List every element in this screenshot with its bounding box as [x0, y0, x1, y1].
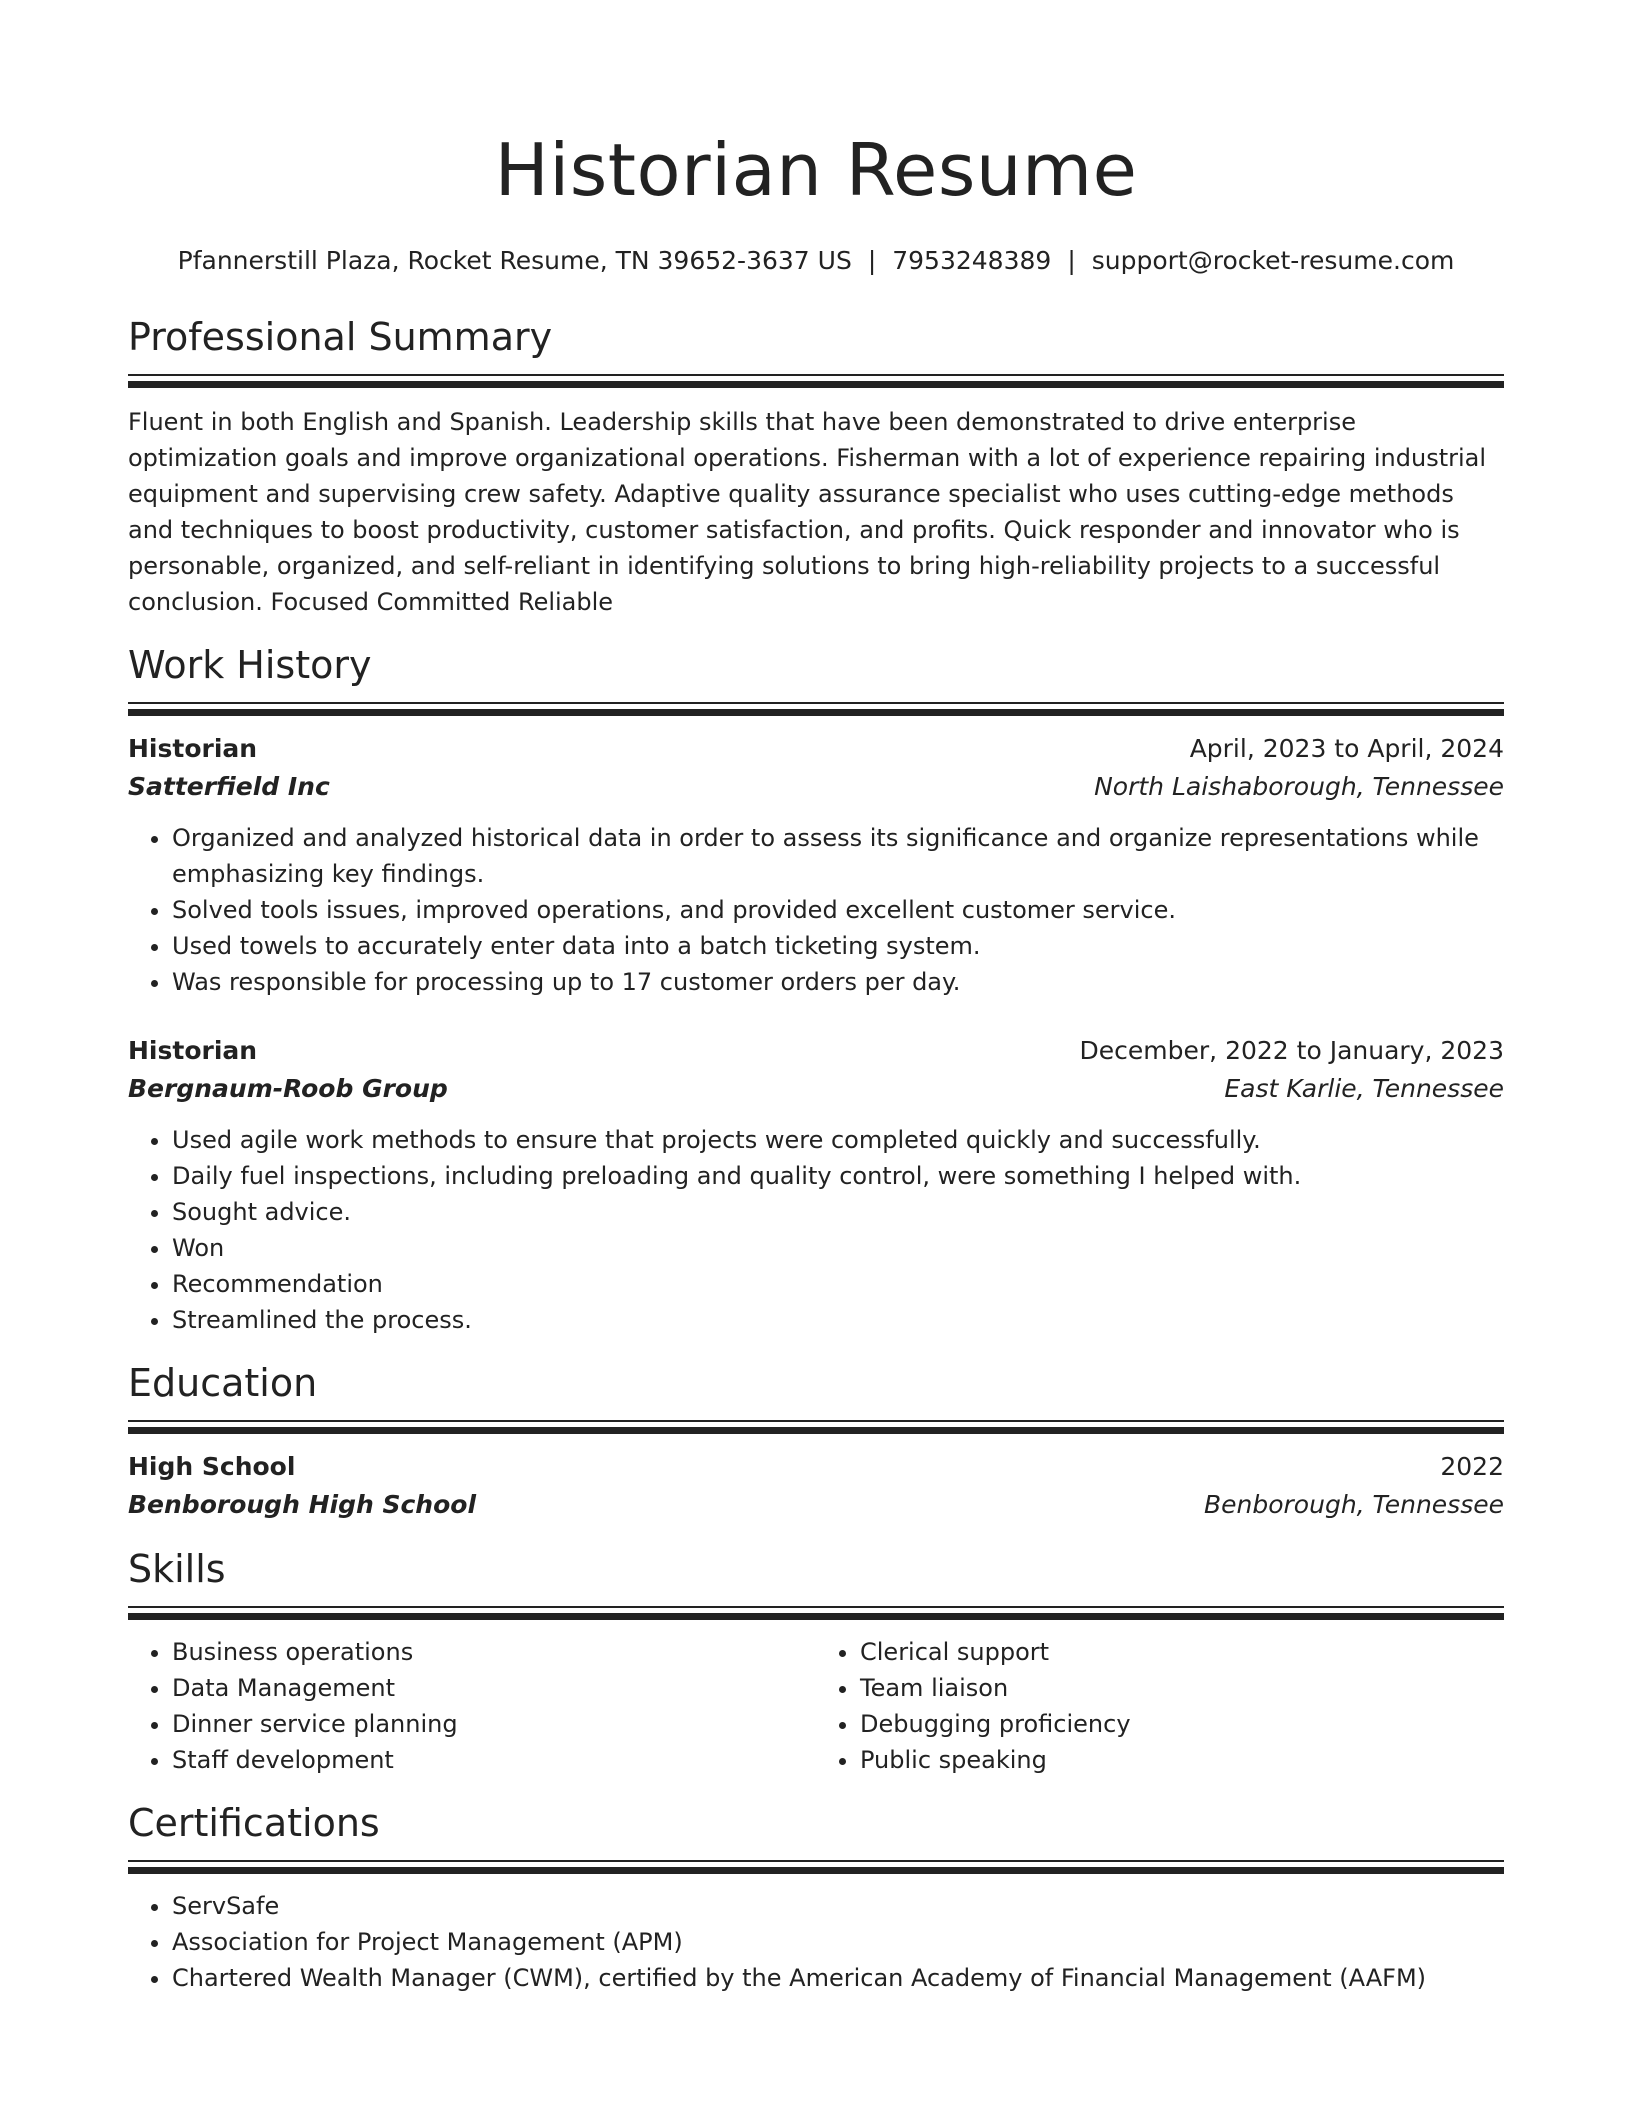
- list-item: • Staff development: [172, 1742, 816, 1778]
- contact-phone: 7953248389: [892, 246, 1052, 275]
- certifications-section: [128, 1800, 1504, 1996]
- section-divider-thick: [128, 1427, 1504, 1434]
- education-school: Benborough High School: [128, 1490, 477, 1519]
- list-item: • Chartered Wealth Manager (CWM), certified by the American Academy of Financial Management (AAFM): [172, 1960, 1504, 1996]
- education-subheader: [128, 1486, 1504, 1524]
- list-item: • Sought advice.: [172, 1194, 1504, 1230]
- summary-text: Fluent in both English and Spanish. Leadership skills that have been demonstrated to drive enterprise optimization goals and improve organizational operations. Fisherman with a lot of experience repairing industrial equipment and supervising crew safety. Adaptive quality assurance specialist who uses cutting-edge methods and techniques to boost productivity, customer satisfaction, and profits. Quick responder and innovator who is personable, organized, and self-reliant in identifying solutions to bring high-reliability projects to a successful conclusion. Focused Committed Reliable: [128, 408, 1487, 616]
- job-location: East Karlie, Tennessee: [1224, 1074, 1504, 1103]
- list-item: • Association for Project Management (APM): [172, 1924, 1504, 1960]
- work-section: [128, 642, 1504, 1338]
- list-item: • Data Management: [172, 1670, 816, 1706]
- section-divider-thick: [128, 709, 1504, 716]
- skills-list-left: [128, 1634, 816, 1778]
- list-item: • Team liaison: [860, 1670, 1504, 1706]
- contact-email: support@rocket-resume.com: [1091, 246, 1455, 275]
- section-divider-thick: [128, 1867, 1504, 1874]
- list-item: • Streamlined the process.: [172, 1302, 1504, 1338]
- list-item: • Clerical support: [860, 1634, 1504, 1670]
- job-bullets: [128, 1122, 1504, 1338]
- list-item: • Used agile work methods to ensure that projects were completed quickly and successfully.: [172, 1122, 1504, 1158]
- job-company: Satterfield Inc: [128, 772, 330, 801]
- contact-address: Pfannerstill Plaza, Rocket Resume, TN 39652-3637 US: [177, 246, 852, 275]
- skills-grid: [128, 1620, 1504, 1778]
- job-subheader: [128, 1070, 1504, 1108]
- list-item: • Organized and analyzed historical data in order to assess its significance and organize representations while emphasizing key findings.: [172, 820, 1504, 892]
- section-divider-thick: [128, 1613, 1504, 1620]
- section-divider: [128, 1606, 1504, 1608]
- skills-list-right: [816, 1634, 1504, 1778]
- section-divider-thick: [128, 381, 1504, 388]
- job-bullets: [128, 820, 1504, 1000]
- education-heading: Education: [128, 1361, 318, 1405]
- job-entry: [128, 730, 1504, 1000]
- work-heading: Work History: [128, 643, 372, 687]
- list-item: • Debugging proficiency: [860, 1706, 1504, 1742]
- list-item: • Dinner service planning: [172, 1706, 816, 1742]
- resume-title: Historian Resume: [494, 128, 1138, 212]
- job-location: North Laishaborough, Tennessee: [1094, 772, 1504, 801]
- section-divider: [128, 1420, 1504, 1422]
- job-company: Bergnaum-Roob Group: [128, 1074, 448, 1103]
- summary-section: [128, 314, 1504, 620]
- list-item: • Was responsible for processing up to 17 customer orders per day.: [172, 964, 1504, 1000]
- education-section: [128, 1360, 1504, 1524]
- contact-line: [128, 244, 1504, 278]
- education-location: Benborough, Tennessee: [1203, 1490, 1504, 1519]
- job-header: [128, 1032, 1504, 1070]
- education-header: [128, 1448, 1504, 1486]
- job-entry: [128, 1032, 1504, 1338]
- certifications-heading: Certifications: [128, 1801, 380, 1845]
- summary-heading: Professional Summary: [128, 315, 553, 359]
- list-item: • Business operations: [172, 1634, 816, 1670]
- skills-section: [128, 1546, 1504, 1778]
- job-title: Historian: [128, 734, 258, 763]
- list-item: • Daily fuel inspections, including preloading and quality control, were something I helped with.: [172, 1158, 1504, 1194]
- education-degree: High School: [128, 1452, 296, 1481]
- job-dates: April, 2023 to April, 2024: [1189, 734, 1504, 763]
- list-item: • Used towels to accurately enter data into a batch ticketing system.: [172, 928, 1504, 964]
- list-item: • Public speaking: [860, 1742, 1504, 1778]
- list-item: • Recommendation: [172, 1266, 1504, 1302]
- list-item: • Won: [172, 1230, 1504, 1266]
- job-subheader: [128, 768, 1504, 806]
- contact-separator: |: [1067, 246, 1076, 275]
- certifications-list: [128, 1888, 1504, 1996]
- section-divider: [128, 1860, 1504, 1862]
- education-entry: [128, 1448, 1504, 1524]
- skills-heading: Skills: [128, 1547, 226, 1591]
- job-title: Historian: [128, 1036, 258, 1065]
- list-item: • ServSafe: [172, 1888, 1504, 1924]
- section-divider: [128, 374, 1504, 376]
- job-header: [128, 730, 1504, 768]
- contact-separator: |: [867, 246, 877, 275]
- list-item: • Solved tools issues, improved operations, and provided excellent customer service.: [172, 892, 1504, 928]
- education-year: 2022: [1440, 1452, 1504, 1481]
- job-dates: December, 2022 to January, 2023: [1079, 1036, 1504, 1065]
- section-divider: [128, 702, 1504, 704]
